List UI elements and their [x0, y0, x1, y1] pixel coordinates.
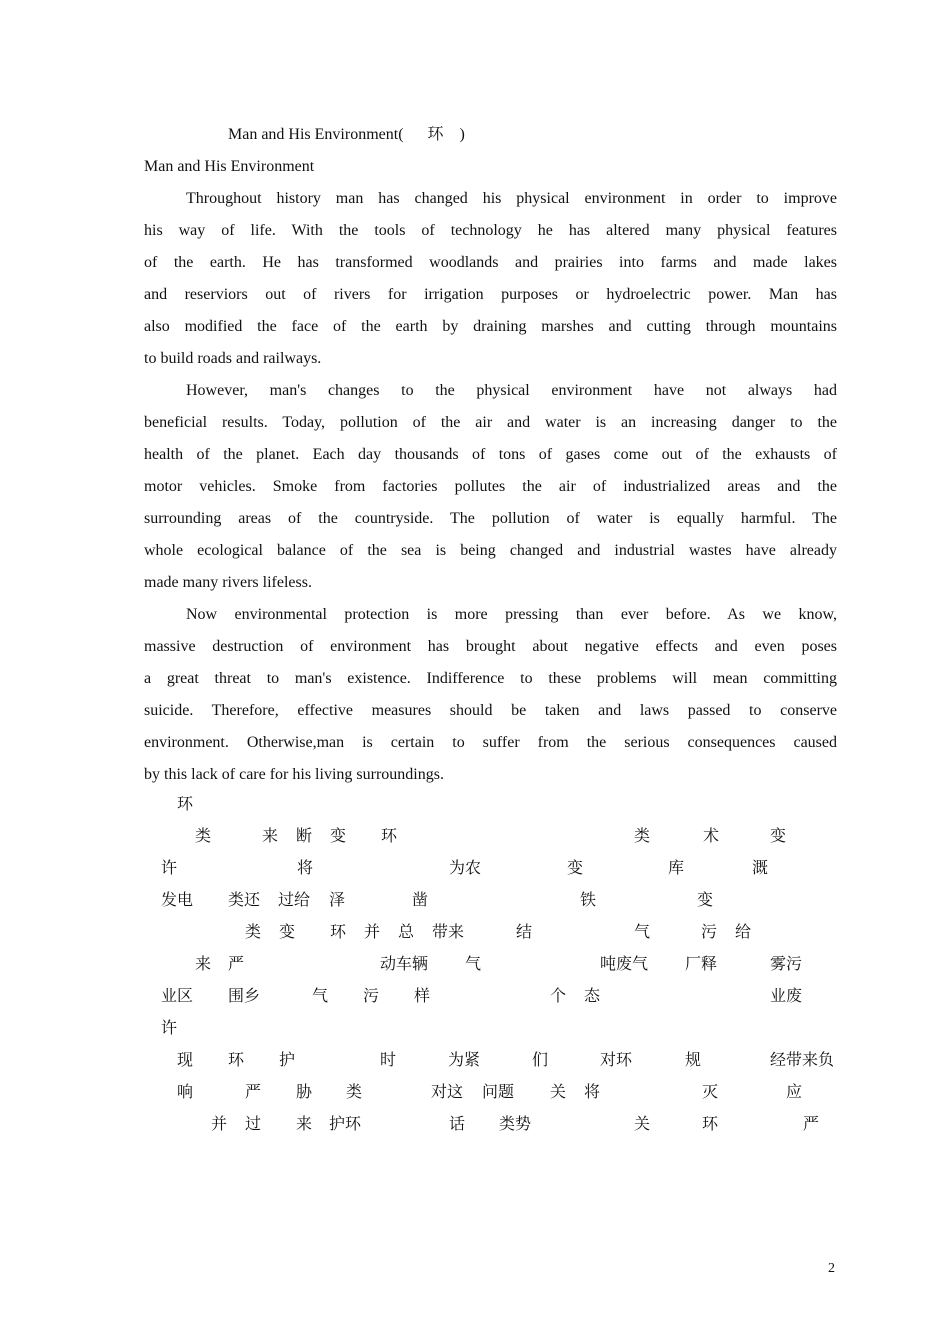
paragraph-line: made many rivers lifeless.	[144, 574, 312, 591]
translation-fragment: 环	[228, 1052, 245, 1069]
translation-fragment: 们	[532, 1052, 549, 1069]
translation-fragment: 来	[262, 828, 279, 845]
translation-fragment: 对这	[431, 1084, 464, 1101]
translation-fragment: 关	[550, 1084, 567, 1101]
translation-fragment: 现	[177, 1052, 194, 1069]
paragraph-line: and reserviors out of rivers for irrigation purposes or hydroelectric power. Man has	[144, 286, 837, 303]
document-subtitle: Man and His Environment	[144, 158, 315, 175]
translation-fragment: 关	[634, 1116, 651, 1133]
translation-fragment: 带来	[432, 924, 465, 941]
translation-fragment: 样	[414, 988, 431, 1005]
translation-fragment: 污	[701, 924, 718, 941]
translation-fragment: 雾污	[770, 956, 803, 973]
translation-fragment: 并	[211, 1116, 228, 1133]
translation-fragment: 来	[296, 1116, 313, 1133]
translation-fragment: 严	[228, 956, 245, 973]
translation-fragment: 库	[668, 860, 685, 877]
document-title: Man and His Environment( 环 )	[228, 126, 465, 143]
paragraph-line: to build roads and railways.	[144, 350, 322, 367]
translation-fragment: 态	[584, 988, 601, 1005]
paragraph-line: massive destruction of environment has brought about negative effects and even poses	[144, 638, 837, 655]
paragraph-line: of the earth. He has transformed woodlands and prairies into farms and made lakes	[144, 254, 837, 271]
translation-fragment: 来	[195, 956, 212, 973]
translation-fragment: 将	[297, 860, 314, 877]
translation-fragment: 许	[161, 860, 178, 877]
translation-fragment: 环	[330, 924, 347, 941]
translation-fragment: 环	[381, 828, 398, 845]
translation-fragment: 对环	[600, 1052, 633, 1069]
translation-fragment: 业废	[770, 988, 803, 1005]
translation-fragment: 厂释	[685, 956, 718, 973]
translation-fragment: 问题	[482, 1084, 515, 1101]
translation-fragment: 并	[364, 924, 381, 941]
translation-fragment: 变	[697, 892, 714, 909]
translation-fragment: 气	[634, 924, 651, 941]
translation-fragment: 变	[279, 924, 296, 941]
translation-fragment: 断	[296, 828, 313, 845]
translation-fragment: 围乡	[228, 988, 261, 1005]
translation-fragment: 为农	[449, 860, 482, 877]
paragraph-line: motor vehicles. Smoke from factories pollutes the air of industrialized areas and the	[144, 478, 837, 495]
translation-fragment: 泽	[329, 892, 346, 909]
translation-fragment: 时	[380, 1052, 397, 1069]
paragraph-line: Throughout history man has changed his physical environment in order to improve	[186, 190, 837, 207]
translation-fragment: 凿	[412, 892, 429, 909]
paragraph-line: whole ecological balance of the sea is being changed and industrial wastes have already	[144, 542, 837, 559]
translation-fragment: 变	[770, 828, 787, 845]
translation-fragment: 话	[449, 1116, 466, 1133]
translation-fragment: 给	[735, 924, 752, 941]
paragraph-line: also modified the face of the earth by draining marshes and cutting through mountains	[144, 318, 837, 335]
translation-fragment: 规	[685, 1052, 702, 1069]
translation-fragment: 经带来负	[770, 1052, 835, 1069]
translation-fragment: 环	[702, 1116, 719, 1133]
translation-fragment: 吨废气	[600, 956, 649, 973]
paragraph-line: environment. Otherwise,man is certain to suffer from the serious consequences caused	[144, 734, 837, 751]
page-number: 2	[828, 1261, 835, 1276]
translation-fragment: 严	[245, 1084, 262, 1101]
translation-fragment: 为紧	[448, 1052, 481, 1069]
translation-fragment: 灭	[702, 1084, 719, 1101]
paragraph-line: health of the planet. Each day thousands of tons of gases come out of the exhausts of	[144, 446, 837, 463]
translation-fragment: 类	[245, 924, 262, 941]
translation-fragment: 环	[177, 796, 194, 813]
translation-fragment: 将	[584, 1084, 601, 1101]
translation-fragment: 严	[803, 1116, 820, 1133]
translation-fragment: 类	[195, 828, 212, 845]
translation-fragment: 类	[634, 828, 651, 845]
translation-fragment: 术	[703, 828, 720, 845]
paragraph-line: surrounding areas of the countryside. The pollution of water is equally harmful. The	[144, 510, 837, 527]
paragraph-line: a great threat to man's existence. Indifference to these problems will mean committing	[144, 670, 837, 687]
translation-fragment: 总	[398, 924, 415, 941]
translation-fragment: 变	[330, 828, 347, 845]
translation-fragment: 污	[363, 988, 380, 1005]
translation-fragment: 过给	[278, 892, 311, 909]
paragraph-line: his way of life. With the tools of technology he has altered many physical features	[144, 222, 837, 239]
paragraph-line: However, man's changes to the physical environment have not always had	[186, 382, 837, 399]
translation-fragment: 动车辆	[380, 956, 429, 973]
translation-fragment: 铁	[580, 892, 597, 909]
translation-fragment: 类	[346, 1084, 363, 1101]
translation-fragment: 个	[550, 988, 567, 1005]
translation-fragment: 气	[465, 956, 482, 973]
translation-fragment: 类还	[228, 892, 261, 909]
paragraph-line: by this lack of care for his living surroundings.	[144, 766, 444, 783]
translation-fragment: 胁	[296, 1084, 313, 1101]
translation-fragment: 护	[279, 1052, 296, 1069]
translation-fragment: 气	[312, 988, 329, 1005]
translation-fragment: 过	[245, 1116, 262, 1133]
paragraph-line: beneficial results. Today, pollution of the air and water is an increasing danger to the	[144, 414, 837, 431]
translation-fragment: 溉	[752, 860, 769, 877]
translation-fragment: 结	[516, 924, 533, 941]
translation-fragment: 许	[161, 1020, 178, 1037]
translation-fragment: 响	[177, 1084, 194, 1101]
translation-fragment: 业区	[161, 988, 194, 1005]
paragraph-line: suicide. Therefore, effective measures should be taken and laws passed to conserve	[144, 702, 837, 719]
translation-fragment: 发电	[161, 892, 194, 909]
translation-fragment: 护环	[329, 1116, 362, 1133]
translation-fragment: 变	[567, 860, 584, 877]
translation-fragment: 类势	[499, 1116, 532, 1133]
paragraph-line: Now environmental protection is more pressing than ever before. As we know,	[186, 606, 837, 623]
translation-fragment: 应	[786, 1084, 803, 1101]
